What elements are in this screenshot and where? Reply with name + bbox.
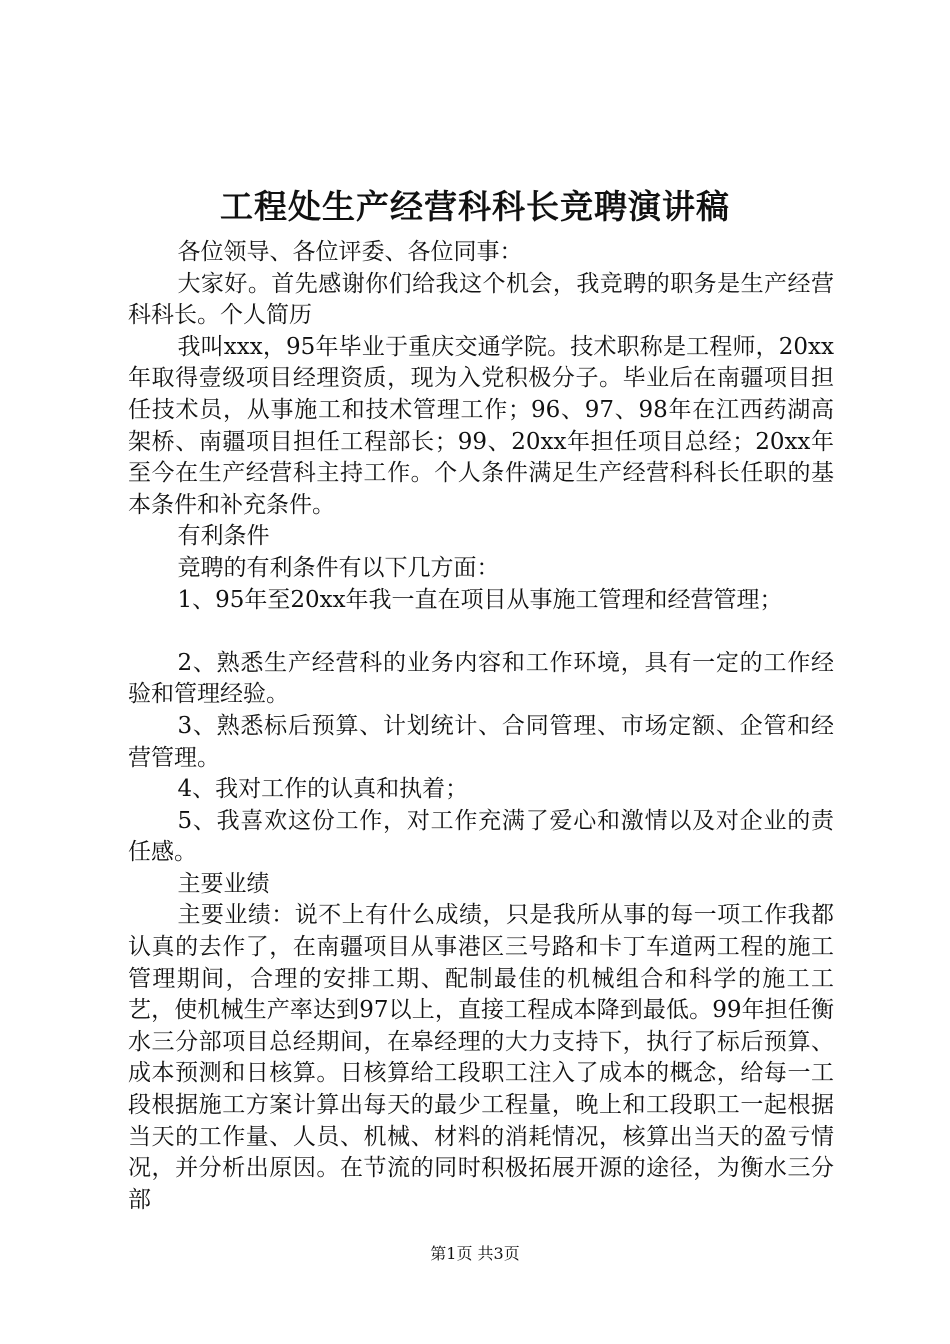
list-item-advantage-1: 1、95年至20xx年我一直在项目从事施工管理和经营管理；: [177, 586, 783, 613]
heading-achievements: 主要业绩: [177, 870, 270, 897]
list-item-advantage-3: 3、熟悉标后预算、计划统计、合同管理、市场定额、企管和经营管理。: [128, 712, 834, 771]
paragraph-salutation: 各位领导、各位评委、各位同事：: [177, 239, 523, 265]
list-item-advantage-4: 4、我对工作的认真和执着；: [177, 776, 469, 803]
page-number: 第1页 共3页: [430, 1244, 520, 1263]
list-item-advantage-5: 5、我喜欢这份工作，对工作充满了爱心和激情以及对企业的责任感。: [128, 807, 834, 866]
paragraph-achievements: 主要业绩：说不上有什么成绩，只是我所从事的每一项工作我都认真的去作了，在南疆项目从事港区三号路和卡丁车道两工程的施工管理期间，合理的安排工期、配制最佳的机械组合和科学的施工工艺，使机械生产率达到97以上，直接工程成本降到最低。99年担任衡水三分部项目总经期间，在皋经理的大力支持下，执行了标后预算、成本预测和日核算。日核算给工段职工注入了成本的概念，给每一工段根据施工方案计算出每天的最少工程量，晚上和工段职工一起根据当天的工作量、人员、机械、材料的消耗情况，核算出当天的盈亏情况，并分析出原因。在节流的同时积极拓展开源的途径，为衡水三分部: [128, 902, 834, 1213]
heading-advantages: 有利条件: [177, 523, 270, 550]
paragraph-resume: 我叫xxx，95年毕业于重庆交通学院。技术职称是工程师，20xx年取得壹级项目经理资质，现为入党积极分子。毕业后在南疆项目担任技术员，从事施工和技术管理工作；96、97、98年在江西药湖高架桥、南疆项目担任工程部长；99、20xx年担任项目总经；20xx年至今在生产经营科主持工作。个人条件满足生产经营科科长任职的基本条件和补充条件。: [128, 333, 834, 518]
paragraph-greeting: 大家好。首先感谢你们给我这个机会，我竞聘的职务是生产经营科科长。个人简历: [128, 270, 834, 329]
paragraph-advantages-intro: 竞聘的有利条件有以下几方面：: [177, 554, 500, 581]
list-item-advantage-2: 2、熟悉生产经营科的业务内容和工作环境，具有一定的工作经验和管理经验。: [128, 649, 834, 708]
document-title: 工程处生产经营科科长竞聘演讲稿: [220, 187, 730, 226]
document-body: [128, 237, 834, 1216]
